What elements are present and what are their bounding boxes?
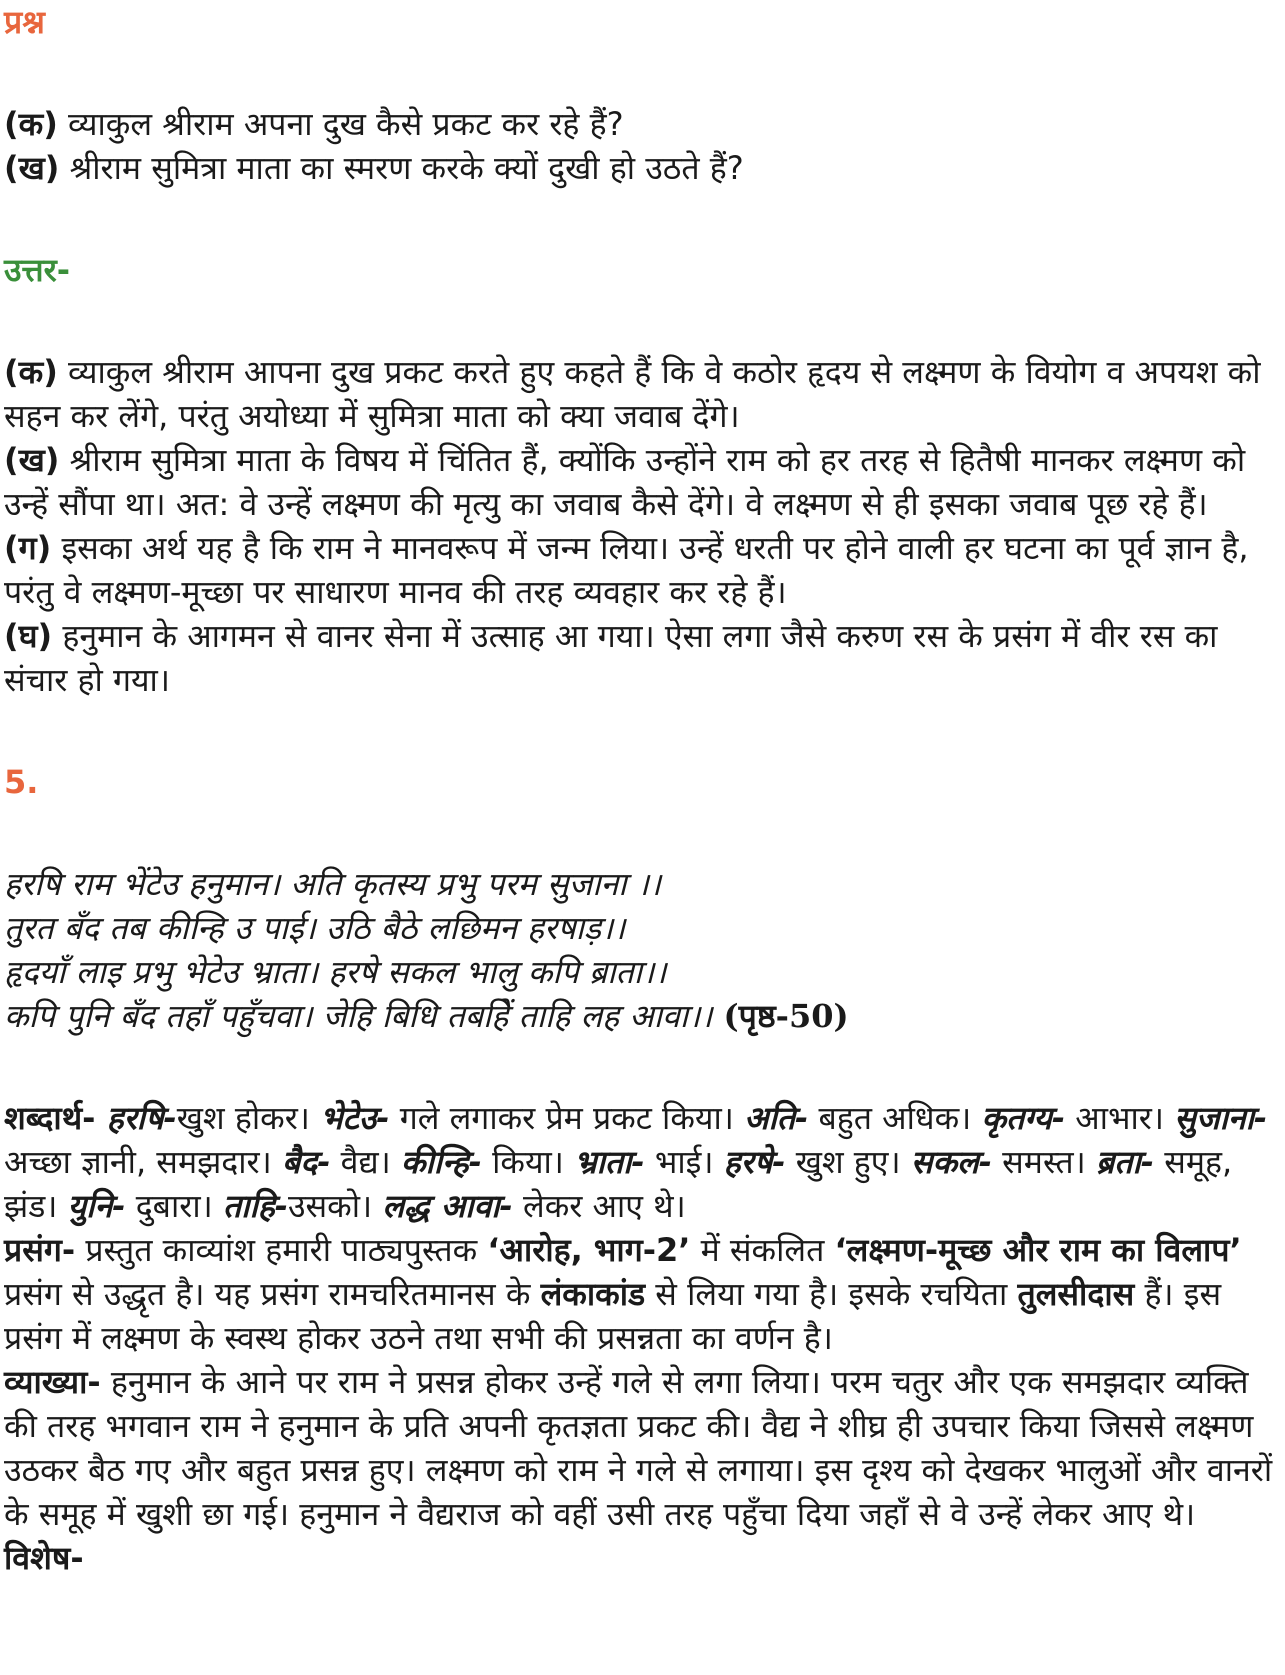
prasang-paragraph <box>4 1228 1281 1360</box>
book-title: ‘आरोह, भाग-2’ <box>487 1231 691 1269</box>
verse-line: हृदयाँ लाइ प्रभु भेटेउ भ्राता। हरषे सकल भालु कपि ब्राता।। <box>4 953 667 991</box>
gloss-meaning: खुश हुए। <box>785 1143 911 1181</box>
gloss-word: बैद- <box>281 1143 331 1181</box>
gloss-meaning: भाई। <box>644 1143 724 1181</box>
answer-item <box>4 350 1281 438</box>
author-name: तुलसीदास <box>1017 1275 1135 1313</box>
gloss-word: कृतग्य- <box>981 1099 1066 1137</box>
gloss-meaning: आभार। <box>1065 1099 1175 1137</box>
answer-item <box>4 526 1281 614</box>
gloss-meaning: लेकर आए थे। <box>512 1187 686 1225</box>
verse-line: हरषि राम भेंटेउ हनुमान। अति कृतस्य प्रभु परम सुजाना ।। <box>4 865 662 903</box>
gloss-meaning: बहुत अधिक। <box>808 1099 982 1137</box>
vyakhya-text: हनुमान के आने पर राम ने प्रसन्न होकर उन्हें गले से लगा लिया। परम चतुर और एक समझदार व्यक्ति की तरह भगवान राम ने हनुमान के प्रति अपनी कृतज्ञता प्रकट की। वैद्य ने शीघ्र ही उपचार किया जिससे लक्ष्मण उठकर बैठ गए और बहुत प्रसन्न हुए। लक्ष्मण को राम ने गले से लगाया। इस दृश्य को देखकर भालुओं और वानरों के समूह में खुशी छा गई। हनुमान ने वैद्यराज को वहीं उसी तरह पहुँचा दिया जहाँ से वे उन्हें लेकर आए थे। <box>4 1363 1273 1533</box>
verse-page-reference: (पृष्ठ-50) <box>712 997 849 1035</box>
gloss-word: सुजाना- <box>1174 1099 1268 1137</box>
gloss-meaning: अच्छा ज्ञानी, समझदार। <box>4 1143 282 1181</box>
vishesh-label: विशेष- <box>4 1539 84 1577</box>
answer-list <box>4 350 1281 702</box>
question-item <box>4 146 1281 190</box>
gloss-meaning: समूह, झंड। <box>4 1143 1233 1225</box>
gloss-word: अति- <box>744 1099 809 1137</box>
gloss-word: भेटेउ- <box>320 1099 390 1137</box>
gloss-word: युनि- <box>67 1187 126 1225</box>
verse-line: तुरत बँद तब कीन्हि उ पाई। उठि बैठे लछिमन हरषाड़।। <box>4 909 626 947</box>
answer-label: (क) <box>4 353 58 391</box>
question-text: व्याकुल श्रीराम अपना दुख कैसे प्रकट कर रहे हैं? <box>57 105 624 143</box>
question-label: (क) <box>4 105 58 143</box>
question-text: श्रीराम सुमित्रा माता का स्मरण करके क्यों दुखी हो उठते हैं? <box>59 149 744 187</box>
question-item <box>4 102 1281 146</box>
question-list <box>4 102 1281 190</box>
answer-label: (ख) <box>4 441 60 479</box>
gloss-word: ब्रता- <box>1095 1143 1155 1181</box>
gloss-word: सकल- <box>910 1143 992 1181</box>
vyakhya-paragraph <box>4 1360 1281 1536</box>
gloss-word: हरषे- <box>723 1143 786 1181</box>
answer-label: (ग) <box>4 529 52 567</box>
answer-label: (घ) <box>4 617 53 655</box>
gloss-word: लद्ध आवा- <box>382 1187 513 1225</box>
answer-text: श्रीराम सुमित्रा माता के विषय में चिंतित हैं, क्योंकि उन्होंने राम को हर तरह से हितैषी मानकर लक्ष्मण को उन्हें सौंपा था। अत: वे उन्हें लक्ष्मण की मृत्यु का जवाब कैसे देंगे। वे लक्ष्मण से ही इसका जवाब पूछ रहे हैं। <box>4 441 1246 523</box>
gloss-word: कीन्हि- <box>400 1143 482 1181</box>
answer-text: इसका अर्थ यह है कि राम ने मानवरूप में जन्म लिया। उन्हें धरती पर होने वाली हर घटना का पूर्व ज्ञान है, परंतु वे लक्ष्मण-मूच्छा पर साधारण मानव की तरह व्यवहार कर रहे हैं। <box>4 529 1249 611</box>
answer-item <box>4 438 1281 526</box>
question-label: (ख) <box>4 149 60 187</box>
answer-text: हनुमान के आगमन से वानर सेना में उत्साह आ गया। ऐसा लगा जैसे करुण रस के प्रसंग में वीर रस का संचार हो गया। <box>4 617 1218 699</box>
prasang-text: से लिया गया है। इसके रचयिता <box>645 1275 1018 1313</box>
gloss-meaning: किया। <box>481 1143 575 1181</box>
section-number: 5. <box>4 763 39 801</box>
verse-line <box>4 994 1281 1038</box>
gloss-meaning: गले लगाकर प्रेम प्रकट किया। <box>389 1099 745 1137</box>
prasang-text: प्रसंग से उद्धृत है। यह प्रसंग रामचरितमानस के <box>4 1275 541 1313</box>
gloss-meaning: वैद्य। <box>330 1143 401 1181</box>
gloss-meaning: उसको। <box>288 1187 383 1225</box>
gloss-word: ताहि- <box>222 1187 289 1225</box>
gloss-meaning: समस्त। <box>992 1143 1096 1181</box>
answer-heading: उत्तर- <box>4 251 71 289</box>
answer-item <box>4 614 1281 702</box>
gloss-word: भ्राता- <box>574 1143 645 1181</box>
verse-line-text: कपि पुनि बँद तहाँ पहुँचवा। जेहि बिधि तबहेिं ताहि लह आवा।। <box>4 997 713 1035</box>
gloss-meaning: खुश होकर। <box>176 1099 321 1137</box>
gloss-word: हरषि- <box>95 1099 177 1137</box>
question-heading: प्रश्न <box>4 3 45 41</box>
shabdarth-paragraph <box>4 1096 1281 1228</box>
chapter-title: ‘लक्ष्मण-मूच्छ और राम का विलाप’ <box>834 1231 1242 1269</box>
prasang-text: हैं। इस प्रसंग में लक्ष्मण के स्वस्थ होकर उठने तथा सभी की प्रसन्नता का वर्णन है। <box>4 1275 1222 1357</box>
prasang-text: में संकलित <box>690 1231 835 1269</box>
vyakhya-label: व्याख्या- <box>4 1363 101 1401</box>
verse-block <box>4 862 1281 1038</box>
prasang-label: प्रसंग- <box>4 1231 76 1269</box>
kand-name: लंकाकांड <box>540 1275 646 1313</box>
answer-text: व्याकुल श्रीराम आपना दुख प्रकट करते हुए कहते हैं कि वे कठोर हृदय से लक्ष्मण के वियोग व अपयश को सहन कर लेंगे, परंतु अयोध्या में सुमित्रा माता को क्या जवाब देंगे। <box>4 353 1261 435</box>
prasang-text: प्रस्तुत काव्यांश हमारी पाठ्यपुस्तक <box>75 1231 488 1269</box>
shabdarth-label: शब्दार्थ- <box>4 1099 96 1137</box>
gloss-meaning: दुबारा। <box>125 1187 223 1225</box>
